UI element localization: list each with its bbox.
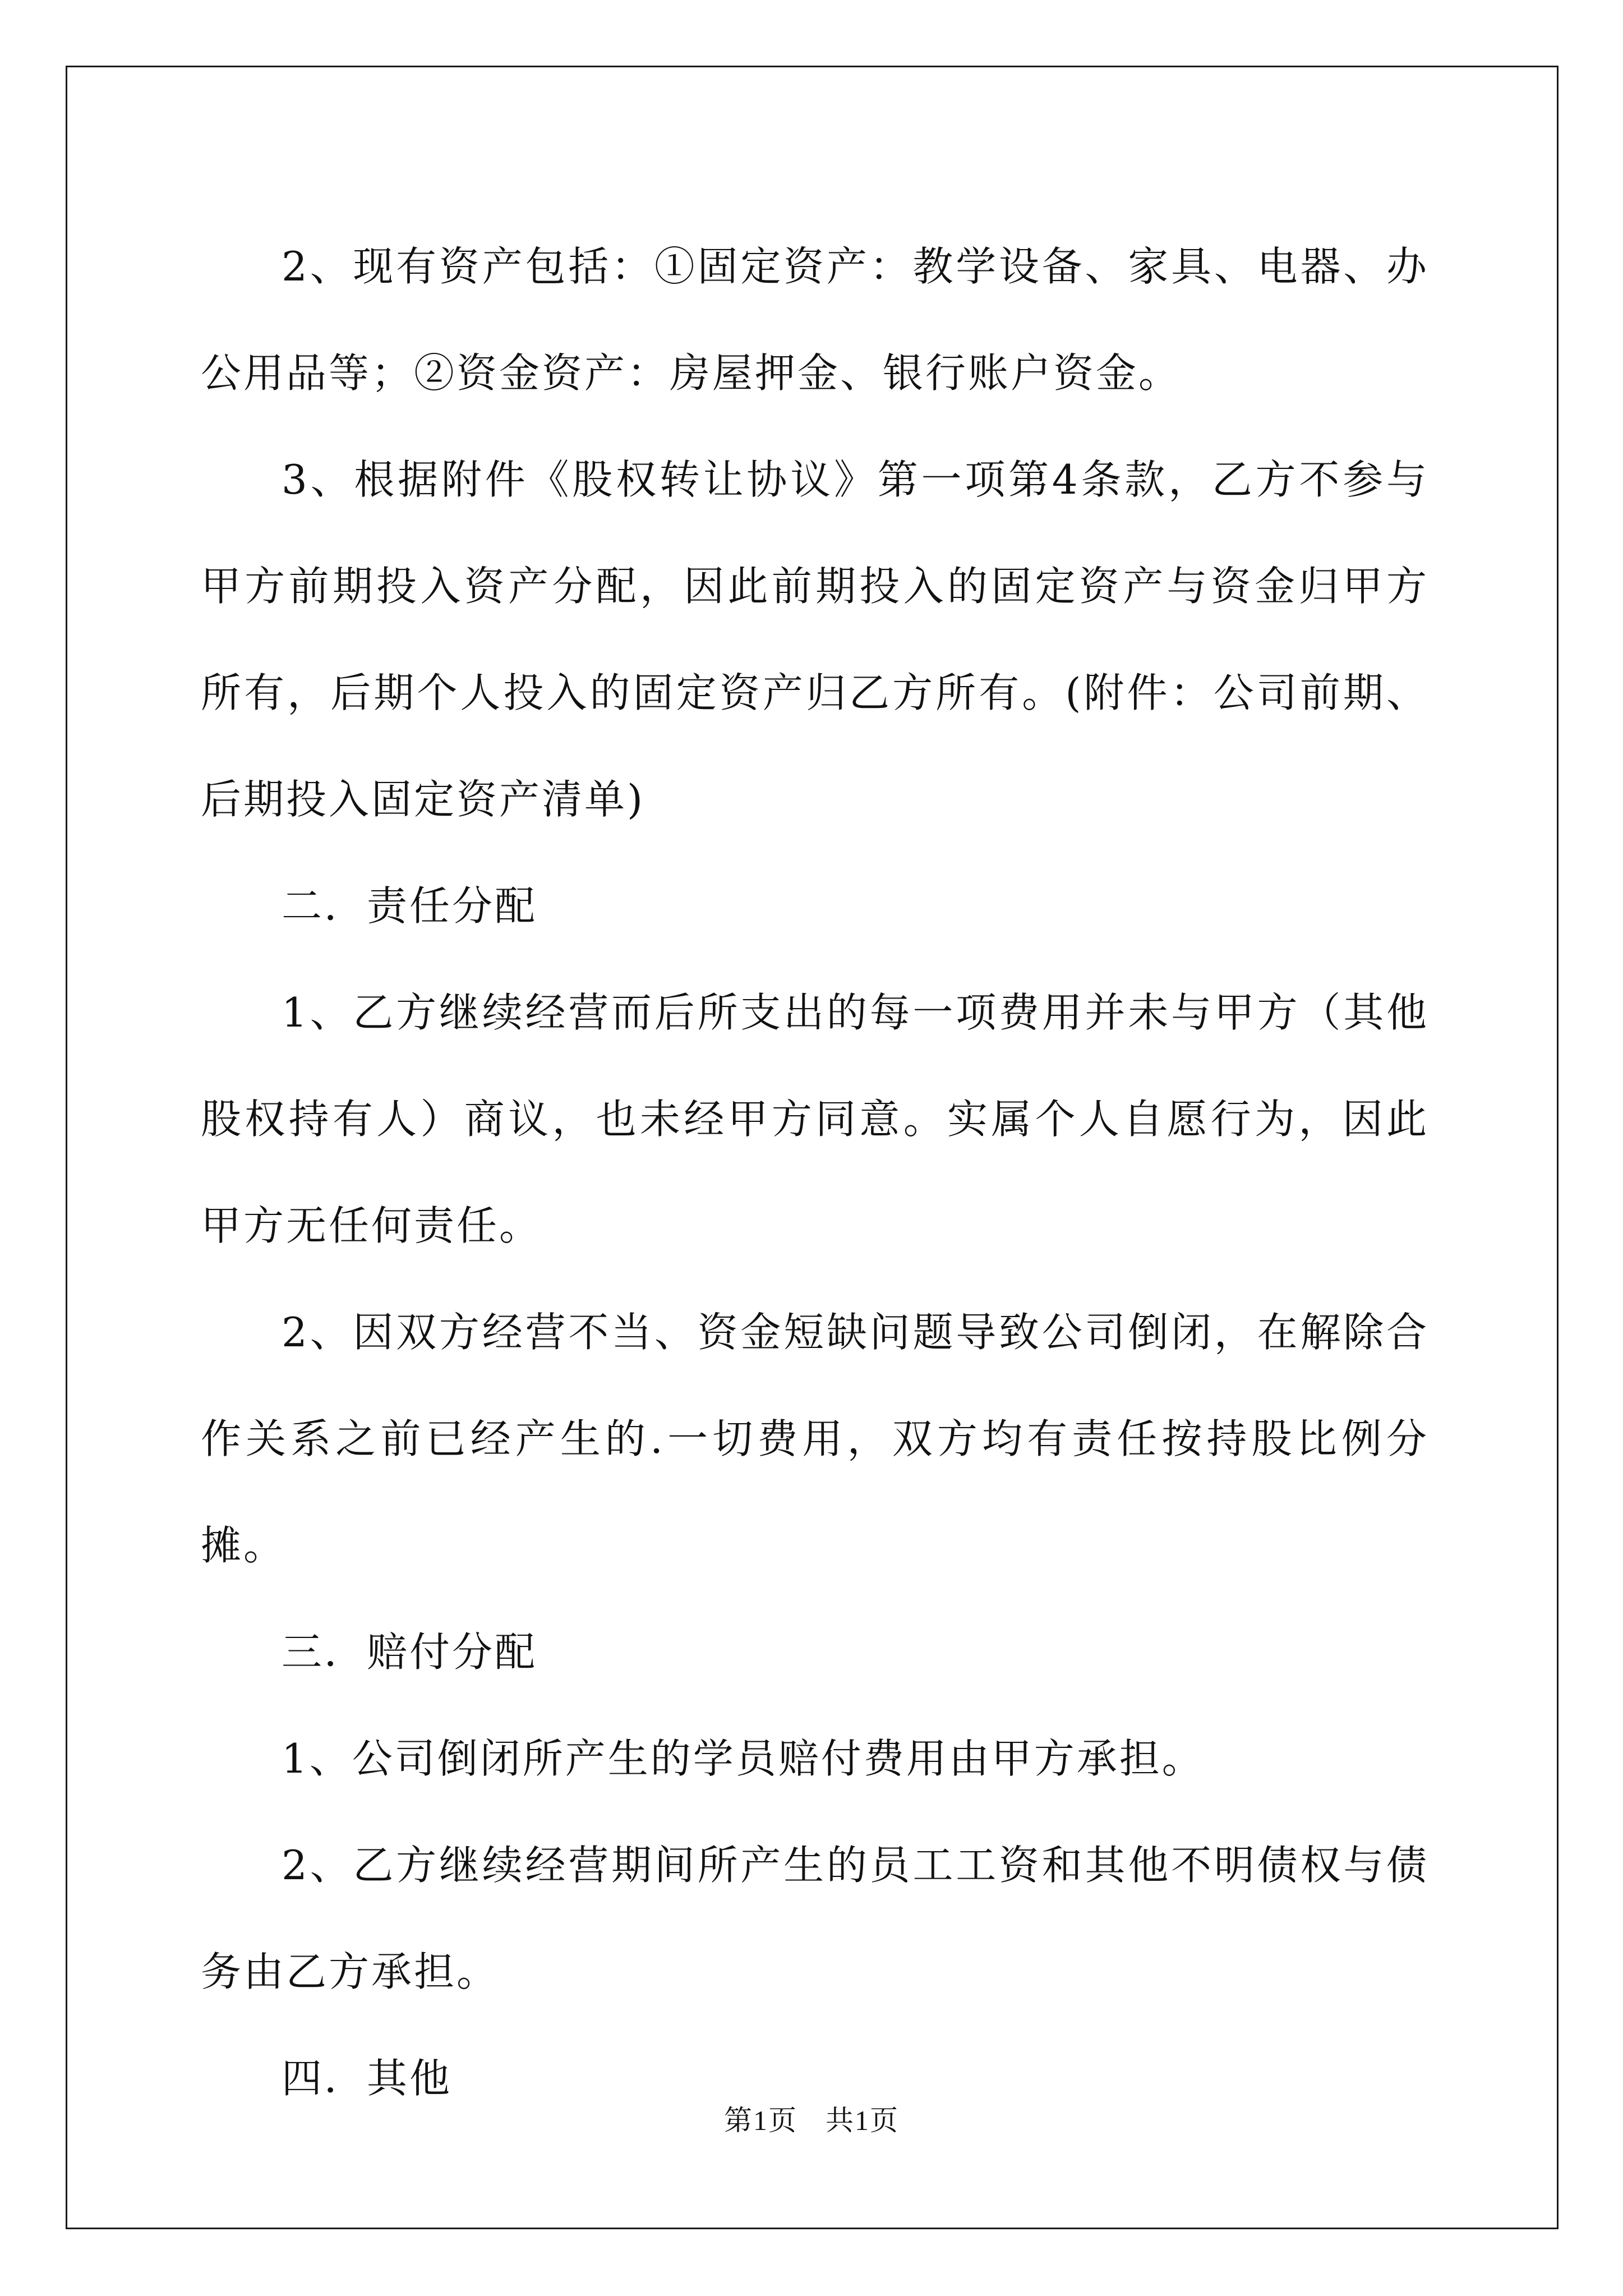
section-heading-responsibility: 二．责任分配 xyxy=(282,882,538,930)
section-heading-compensation: 三．赔付分配 xyxy=(282,1628,538,1676)
paragraph-asset-allocation: 3、根据附件《股权转让协议》第一项第4条款，乙方不参与甲方前期投入资产分配，因此前期投入的固定资产与资金归甲方所有，后期个人投入的固定资产归乙方所有。(附件：公司前期、后期投入固定资产清单) xyxy=(201,456,1429,823)
paragraph-responsibility-2: 2、因双方经营不当、资金短缺问题导致公司倒闭，在解除合作关系之前已经产生的.一切费用，双方均有责任按持股比例分摊。 xyxy=(201,1309,1429,1569)
paragraph-compensation-1: 1、公司倒闭所产生的学员赔付费用由甲方承担。 xyxy=(282,1735,1205,1782)
page-total: 共1页 xyxy=(826,2105,899,2136)
paragraph-compensation-2: 2、乙方继续经营期间所产生的员工工资和其他不明债权与债务由乙方承担。 xyxy=(201,1842,1429,1995)
section-heading-other: 四．其他 xyxy=(282,2055,453,2102)
page-footer xyxy=(0,2098,1623,2138)
document-body xyxy=(201,213,1429,2132)
paragraph-assets-included: 2、现有资产包括：①固定资产：教学设备、家具、电器、办公用品等；②资金资产：房屋押金、银行账户资金。 xyxy=(201,243,1429,397)
paragraph-responsibility-1: 1、乙方继续经营而后所支出的每一项费用并未与甲方（其他股权持有人）商议，也未经甲方同意。实属个人自愿行为，因此甲方无任何责任。 xyxy=(201,989,1429,1249)
page-number: 第1页 xyxy=(724,2105,797,2136)
